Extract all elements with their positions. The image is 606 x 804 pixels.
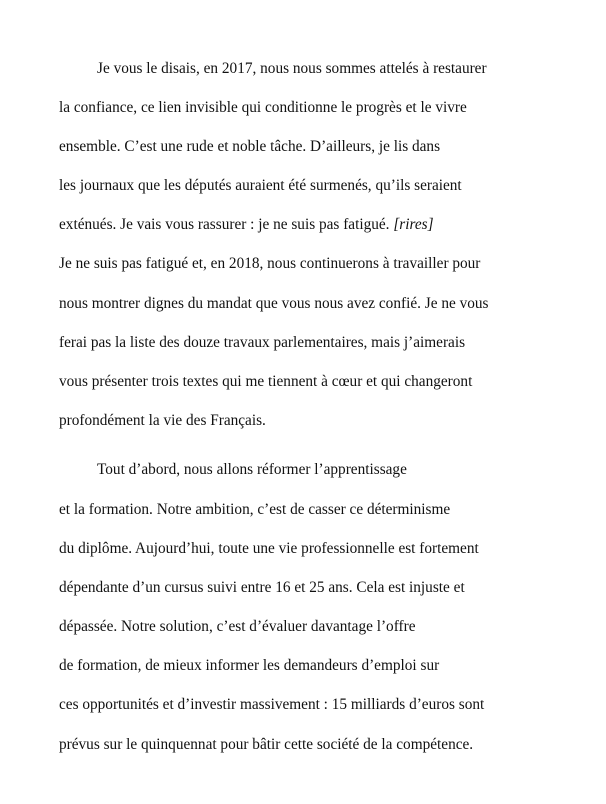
stage-direction: [rires] xyxy=(393,216,434,233)
text-line: ferai pas la liste des douze travaux parlementaires, mais j’aimerais xyxy=(59,334,466,351)
text-line: les journaux que les députés auraient été surmenés, qu’ils seraient xyxy=(59,177,462,194)
text-line: dépendante d’un cursus suivi entre 16 et 25 ans. Cela est injuste et xyxy=(59,579,465,596)
text-line: vous présenter trois textes qui me tiennent à cœur et qui changeront xyxy=(59,373,473,390)
text-line: du diplôme. Aujourd’hui, toute une vie professionnelle est fortement xyxy=(59,540,479,557)
text-line: la confiance, ce lien invisible qui conditionne le progrès et le vivre xyxy=(59,99,467,116)
text-line: Tout d’abord, nous allons réformer l’apprentissage xyxy=(97,461,407,478)
text-line: dépassée. Notre solution, c’est d’évaluer davantage l’offre xyxy=(59,618,416,635)
text-line: exténués. Je vais vous rassurer : je ne suis pas fatigué. [rires] xyxy=(59,216,434,233)
text-line: de formation, de mieux informer les demandeurs d’emploi sur xyxy=(59,657,440,674)
text-line: Je vous le disais, en 2017, nous nous sommes attelés à restaurer xyxy=(97,60,487,77)
text-line: et la formation. Notre ambition, c’est de casser ce déterminisme xyxy=(59,501,451,518)
text-line: profondément la vie des Français. xyxy=(59,412,266,429)
text-line: ensemble. C’est une rude et noble tâche. D’ailleurs, je lis dans xyxy=(59,138,441,155)
text-line: nous montrer dignes du mandat que vous nous avez confié. Je ne vous xyxy=(59,295,489,312)
text-line: prévus sur le quinquennat pour bâtir cette société de la compétence. xyxy=(59,736,474,753)
text-line: ces opportunités et d’investir massivement : 15 milliards d’euros sont xyxy=(59,696,485,713)
text-line: Je ne suis pas fatigué et, en 2018, nous continuerons à travailler pour xyxy=(59,255,481,272)
